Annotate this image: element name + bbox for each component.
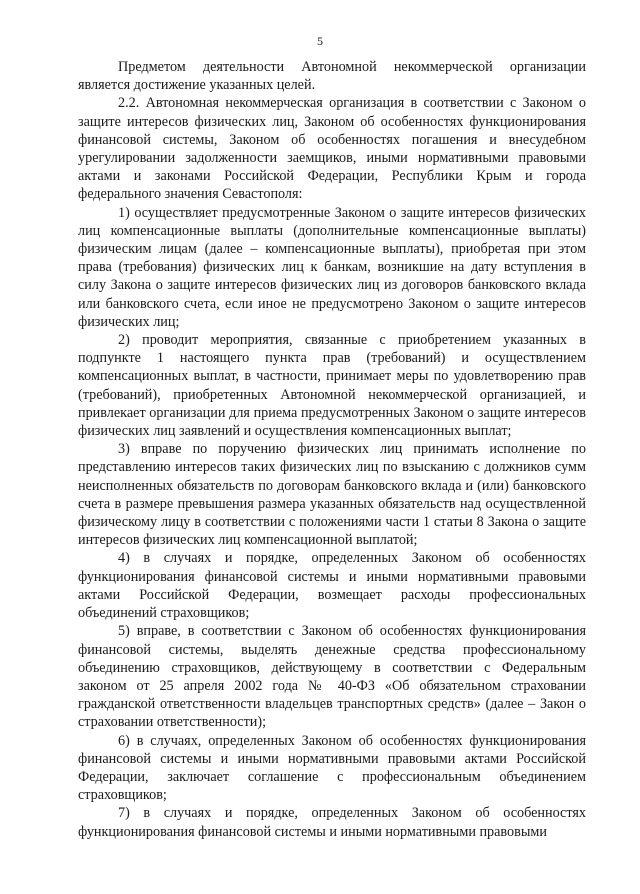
list-item-2: 2) проводит мероприятия, связанные с приобретением указанных в подпункте 1 настоящего пункта прав (требований) и осуществлением компенсационных выплат, в частности, принимает меры по удовлетворению прав (требований), приобретенных Автономной некоммерческой организацией, и привлекает организации для приема предусмотренных Законом о защите интересов физических лиц заявлений и осуществления компенсационных выплат; <box>78 332 586 440</box>
document-body <box>78 58 586 841</box>
list-item-6: 6) в случаях, определенных Законом об особенностях функционирования финансовой системы и иными нормативными правовыми актами Российской Федерации, заключает соглашение с профессиональным объединением страховщиков; <box>78 732 586 804</box>
list-item-4: 4) в случаях и порядке, определенных Законом об особенностях функционирования финансовой системы и иными нормативными правовыми актами Российской Федерации, возмещает расходы профессиональных объединений страховщиков; <box>78 550 586 622</box>
list-item-3: 3) вправе по поручению физических лиц принимать исполнение по представлению интересов таких физических лиц по взысканию с должников сумм неисполненных обязательств по договорам банковского вклада и (или) банковского счета в размере превышения размера указанных обязательств над осуществленной физическому лицу в соответствии с положениями части 1 статьи 8 Закона о защите интересов физических лиц компенсационной выплатой; <box>78 441 586 549</box>
paragraph-2-2: 2.2. Автономная некоммерческая организация в соответствии с Законом о защите интересов физических лиц, Законом об особенностях функционирования финансовой системы, Законом об особенностях погашения и внесудебном урегулировании задолженности заемщиков, иными нормативными правовыми актами и законами Российской Федерации, Республики Крым и города федерального значения Севастополя: <box>78 95 586 203</box>
page-number: 5 <box>317 34 323 48</box>
list-item-1: 1) осуществляет предусмотренные Законом о защите интересов физических лиц компенсационные выплаты (дополнительные компенсационные выплаты) физическим лицам (далее – компенсационные выплаты), приобретая при этом права (требования) физических лиц к банкам, возникшие на дату вступления в силу Закона о защите интересов физических лиц из договоров банковского вклада или банковского счета, если иное не предусмотрено Законом о защите интересов физических лиц; <box>78 204 586 330</box>
list-item-5: 5) вправе, в соответствии с Законом об особенностях функционирования финансовой системы, выделять денежные средства профессиональному объединению страховщиков, действующему в соответствии с Федеральным законом от 25 апреля 2002 года № 40-ФЗ «Об обязательном страховании гражданской ответственности владельцев транспортных средств» (далее – Закон о страховании ответственности); <box>78 623 586 731</box>
paragraph-purpose: Предметом деятельности Автономной некоммерческой организации является достижение указанных целей. <box>78 59 586 94</box>
list-item-7: 7) в случаях и порядке, определенных Законом об особенностях функционирования финансовой системы и иными нормативными правовыми <box>78 805 586 840</box>
